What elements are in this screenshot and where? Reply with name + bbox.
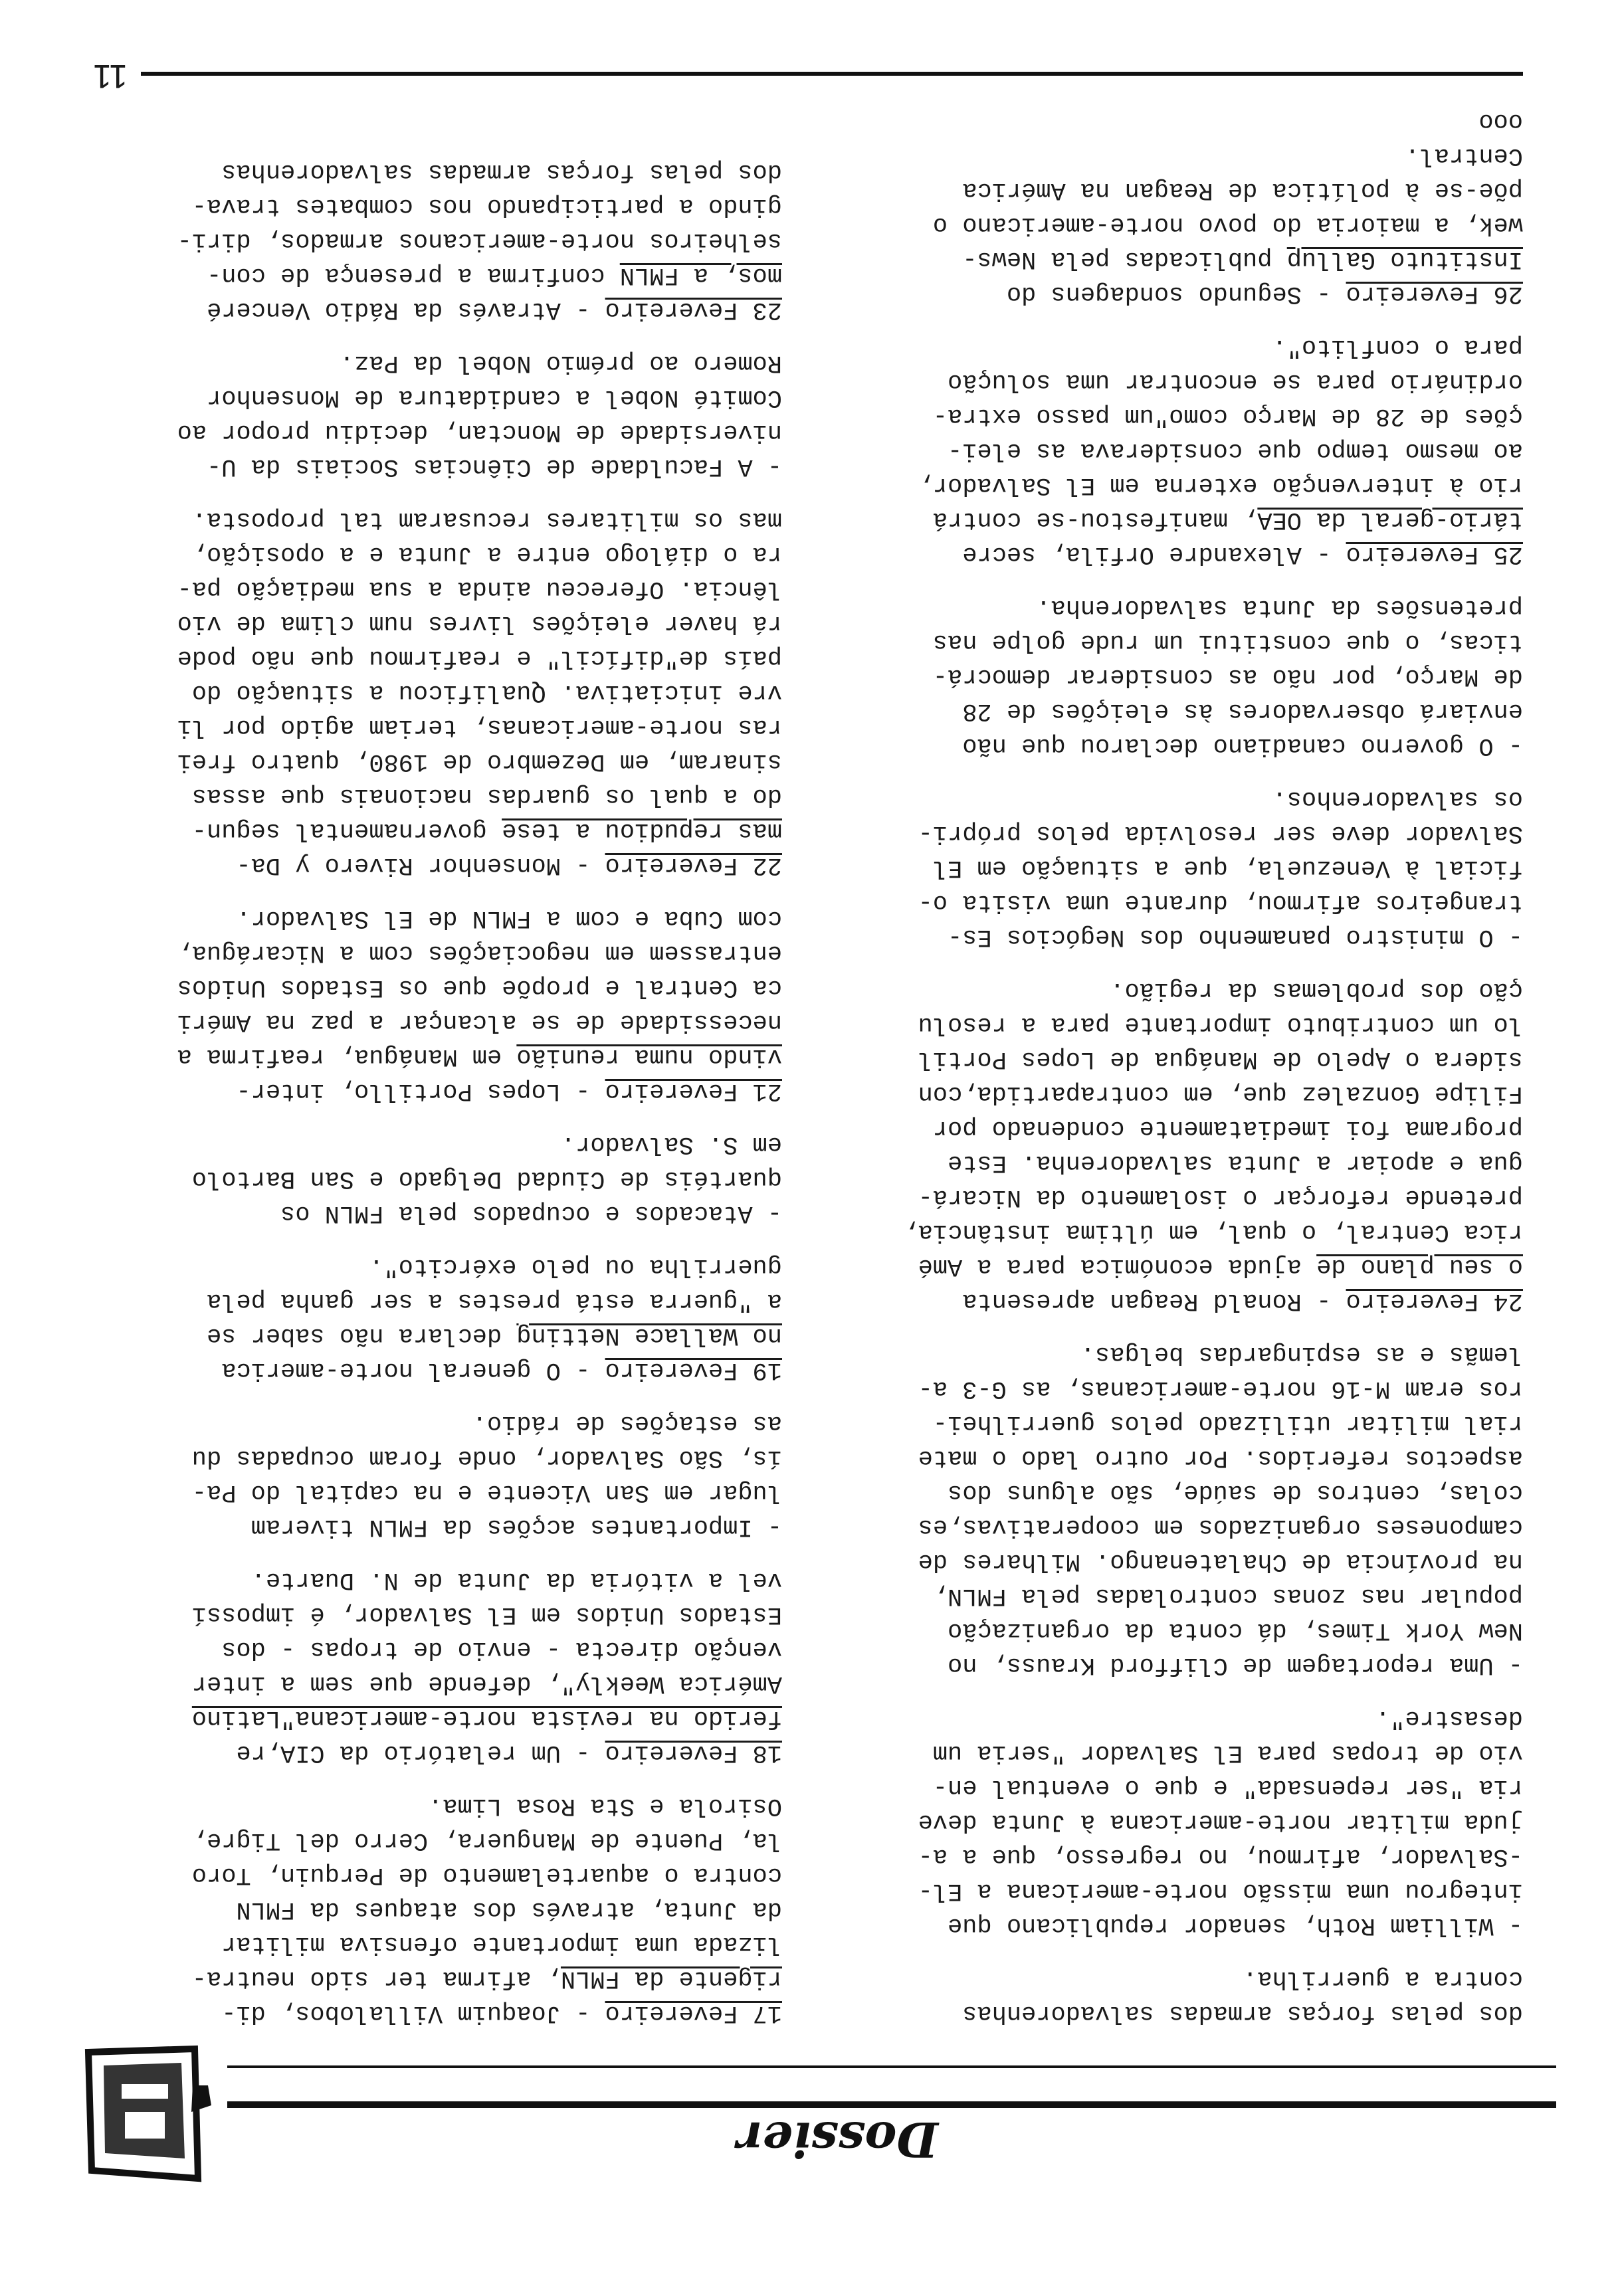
entry-21-date: 21 Fevereiro: [605, 1077, 782, 1105]
entry-17-date: 17 Fevereiro: [605, 1999, 782, 2027]
fmln-actions-paragraph: - Importantes acções da FMLN tiveram lugar em San Vicente e na capital do Pa- ís, São Salvador, onde foram ocupadas du as estações de rádio.: [191, 1409, 782, 1541]
entry-23-underlined: mos, a FMLN: [619, 261, 782, 289]
entry-25-underlined: tário-geral da OEA: [1257, 506, 1523, 533]
entry-26-date: 26 Fevereiro: [1346, 280, 1523, 308]
entry-19-heading: - O general norte-america: [221, 1356, 591, 1384]
header-rule-thick: [227, 2101, 1556, 2108]
entry-24-heading: - Ronald Reagan apresenta: [962, 1287, 1346, 1315]
entry-18-date: 18 Fevereiro: [605, 1739, 782, 1767]
dossier-logo-icon: [78, 2042, 211, 2185]
page-footer: [74, 50, 1523, 95]
monctan-paragraph: - A Faculdade de Ciências Sociais da U- niversidade de Monctan, decidiu propor ao Comité Nobel a candidatura de Monsenhor Romero ao prémio Nobel da Paz.: [177, 349, 782, 480]
entry-25-date: 25 Fevereiro: [1346, 540, 1523, 568]
page-number: 11: [93, 58, 128, 95]
entry-18-underlined: ferido na revista norte-americana"Latino: [191, 1704, 782, 1732]
entry-18-body: América Weekly", defende que sem a inter venção directa - envio de tropas - dos Estados Unidos em El Salvador, é impossí vel a vitória da Junta de N. Duarte.: [191, 1566, 782, 1697]
entry-17-underlined: rigente da FMLN: [560, 1964, 782, 1992]
entry-21-heading: - Lopes Portillo, inter-: [236, 1077, 591, 1105]
entry-22-body: governamental segun- do a qual os guardas nacionais que assas sinaram, em Dezembro de 1980, quatro frei ras norte-americanas, teriam agido por li vre iniciativa. Qualificou a situação do país de"difícil" e reafirmou que não pode rá haver eleições livres num clima de vio lência. Ofereceu ainda a sua mediação pa- ra o diálogo entre a Junta e a oposição, mas os militares recusaram tal proposta.: [177, 506, 782, 844]
entry-23-heading: - Através da Rádio Venceré: [207, 296, 591, 324]
entry-19-underlined: no Wallace Netting: [516, 1321, 782, 1349]
entry-26-heading: - Segundo sondagens do: [1006, 280, 1332, 308]
entry-25-heading: - Alexandre Orfila, secre: [962, 540, 1332, 568]
entry-17-body: , afirma ter sido neutra- lizada uma importante ofensiva militar da Junta, através dos ataques da FMLN contra o aquartelamento de Perquin, Toro la, Puente de Manguera, Cerro del Tigre, Osirola e Sta Rosa Lima.: [191, 1792, 782, 1992]
entry-18-heading: - Um relatório da CIA,re: [236, 1739, 591, 1767]
entry-25-body: , manifestou-se contrá rio à intervenção externa em El Salvador, ao mesmo tempo que considerava as elei- ções de 28 de Março como"um passo extra- ordinário para se encontrar uma solução para o conflito".: [918, 333, 1523, 533]
entry-21-body: em Manágua, reafirma a necessidade de se alcançar a paz na Améri ca Central e propõe que os Estados Unidos entrassem em negociações com a Nicarágua, com Cuba e com a FMLN de El Salvador.: [177, 904, 782, 1070]
entry-24-date: 24 Fevereiro: [1346, 1287, 1523, 1315]
page-title: Dossier: [737, 2111, 938, 2168]
entry-19-date: 19 Fevereiro: [605, 1356, 782, 1384]
entry-26-underlined: Instituto Gallup: [1286, 245, 1523, 273]
entry-23-body: confirma a presença de con- selheiros norte-americanos armados, diri- gindo a participando nos combates trava- dos pelas forças armadas salvadorenhas: [177, 157, 782, 289]
entry-19-body: declara não saber se a "guerra está prestes a ser ganha pela guerrilha ou pelo exército".: [207, 1252, 782, 1349]
entry-21-underlined: vindo numa reunião: [516, 1042, 782, 1070]
right-column: [98, 154, 782, 2030]
header-rule-thin: [227, 2065, 1556, 2068]
end-ellipsis: ooo: [1478, 107, 1523, 135]
entry-17-heading: - Joaquim Villalobos, di-: [221, 1999, 591, 2027]
entry-22-underlined: mas repudiou a tese: [502, 816, 782, 844]
roth-paragraph: - William Roth, senador republicano que integrou uma missão norte-americana a El- -Salvador, afirmou, no regresso, que a a- juda militar norte-americana à Junta deve ria "ser repensada" e que o eventual en- vio de tropas para El Salvador "seria um desastre".: [918, 1704, 1523, 1939]
attacks-paragraph: - Atacados e ocupados pela FMLN os quartéis de Ciudad Delgado e San Bartolo em S. Salvador.: [191, 1130, 782, 1227]
left-column: [839, 104, 1523, 2030]
entry-24-underlined: o seu plano de: [1316, 1252, 1523, 1280]
continuation-paragraph: dos pelas forças armadas salvadorenhas contra a guerrilha.: [962, 1964, 1523, 2027]
page-header: [108, 2057, 1556, 2173]
footer-rule: [141, 72, 1523, 76]
entry-22-heading: - Monsenhor Rivero y Da-: [236, 851, 591, 879]
kraus-paragraph: - Uma reportagem de Clifford Krauss, no New York Times, dá conta da organização popular nas zonas controladas pela FMLN, na província de Chalatenango. Milhares de camponeses organizados em cooperativas,es colas, centros de saúde, são alguns dos aspectos referidos. Por outro lado o mate rial militar utilizado pelos guerrilhei- ros eram M-16 norte-americanas, as G-3 a- lemãs e as espingardas belgas.: [918, 1340, 1523, 1679]
panama-paragraph: - O ministro panamenho dos Negócios Es- trangeiros afirmou, durante uma visita o- ficial à Venezuela, que a situação em El Salvador deve ser resolvida pelos própri- os salvadorenhos.: [918, 785, 1523, 951]
canada-paragraph: - O governo canadiano declarou que não enviará observadores às eleições de 28 de Março, por não as considerar democrá- ticas, o que constitui um rude golpe nas pretensões da Junta salvadorenha.: [932, 593, 1523, 759]
entry-24-body: ajuda económica para a Amé rica Central, o qual, em última instância, pretende reforçar o isolamento da Nicará- gua e apoiar a Junta salvadorenha. Este programa foi imediatamente condenado por Filipe Gonzalez que, em contrapartida,con sidera o Apelo de Manágua de Lopes Portil lo um contributo importante para a resolu ção dos problemas da região.: [903, 976, 1523, 1280]
entry-22-date: 22 Fevereiro: [605, 851, 782, 879]
entry-23-date: 23 Fevereiro: [605, 296, 782, 324]
entry-26-body: publicadas pela News- wek, a maioria do povo norte-americano o põe-se à política de Reagan na América Central.: [932, 142, 1523, 273]
